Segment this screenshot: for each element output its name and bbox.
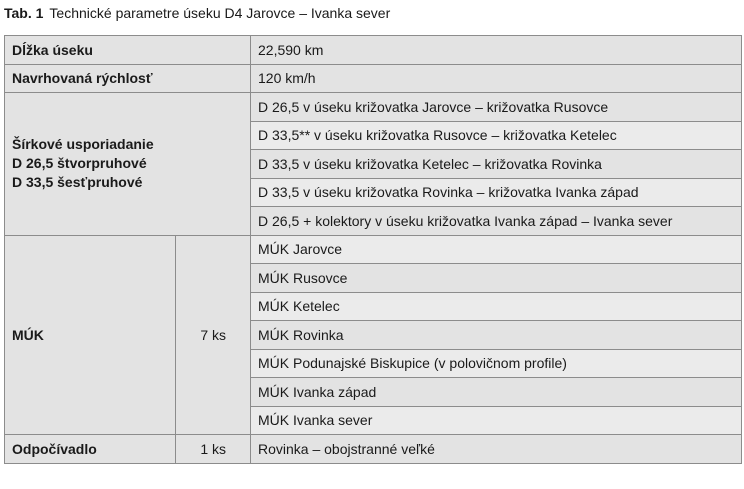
- table-row: [5, 36, 742, 65]
- row-label-speed: Navrhovaná rýchlosť: [5, 64, 251, 93]
- table-row: [5, 93, 742, 122]
- table-caption: [4, 5, 390, 21]
- row-label-muk: MÚK: [5, 235, 176, 435]
- muk-value: MÚK Jarovce: [251, 235, 742, 264]
- rest-value: Rovinka – obojstranné veľké: [251, 435, 742, 464]
- width-value: D 33,5 v úseku križovatka Ketelec – križovatka Rovinka: [251, 150, 742, 179]
- row-label-rest: Odpočívadlo: [5, 435, 176, 464]
- muk-value: MÚK Podunajské Biskupice (v polovičnom profile): [251, 349, 742, 378]
- muk-value: MÚK Ivanka sever: [251, 406, 742, 435]
- width-value: D 33,5 v úseku križovatka Rovinka – križovatka Ivanka západ: [251, 178, 742, 207]
- table-row: [5, 435, 742, 464]
- table-row: [5, 235, 742, 264]
- muk-value: MÚK Ketelec: [251, 292, 742, 321]
- caption-label: Tab. 1: [4, 5, 44, 21]
- width-label-line-1: Šírkové usporiadanie: [12, 136, 154, 153]
- muk-value: MÚK Ivanka západ: [251, 378, 742, 407]
- row-label-length: Dĺžka úseku: [5, 36, 251, 65]
- caption-text: Technické parametre úseku D4 Jarovce – Ivanka sever: [49, 5, 391, 21]
- width-label-line-3: D 33,5 šesťpruhové: [12, 174, 143, 191]
- rest-count: 1 ks: [176, 435, 251, 464]
- table-row: [5, 64, 742, 93]
- muk-value: MÚK Rusovce: [251, 264, 742, 293]
- muk-value: MÚK Rovinka: [251, 321, 742, 350]
- width-label-line-2: D 26,5 štvorpruhové: [12, 155, 147, 172]
- row-label-width: [5, 93, 251, 236]
- row-value-length: 22,590 km: [251, 36, 742, 65]
- parameters-table: [4, 35, 742, 464]
- width-value: D 26,5 v úseku križovatka Jarovce – križovatka Rusovce: [251, 93, 742, 122]
- row-value-speed: 120 km/h: [251, 64, 742, 93]
- width-value: D 33,5** v úseku križovatka Rusovce – križovatka Ketelec: [251, 121, 742, 150]
- muk-count: 7 ks: [176, 235, 251, 435]
- width-value: D 26,5 + kolektory v úseku križovatka Ivanka západ – Ivanka sever: [251, 207, 742, 236]
